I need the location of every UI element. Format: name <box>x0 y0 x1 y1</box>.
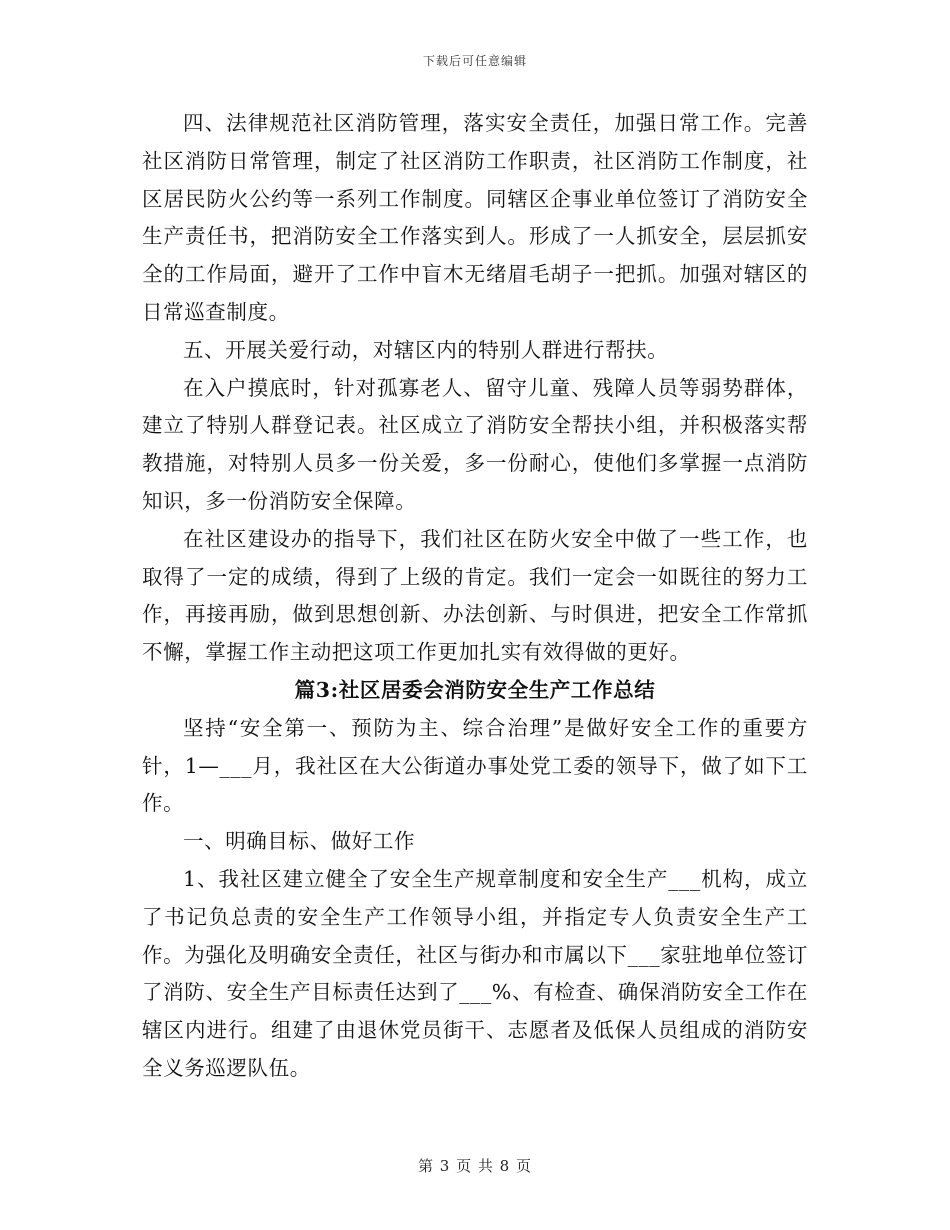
paragraph-fire-management: 四、法律规范社区消防管理，落实安全责任，加强日常工作。完善社区消防日常管理，制定了社区消防工作职责，社区消防工作制度，社区居民防火公约等一系列工作制度。同辖区企事业单位签订了消防安全生产责任书，把消防安全工作落实到人。形成了一人抓安全，层层抓安全的工作局面，避开了工作中盲木无绪眉毛胡子一把抓。加强对辖区的日常巡查制度。 <box>142 111 808 324</box>
document-body <box>142 105 808 1088</box>
section-heading: 篇3:社区居委会消防安全生产工作总结 <box>294 677 656 702</box>
page-header: 下载后可任意编辑 <box>422 54 527 68</box>
paragraph-safety-system: 1、我社区建立健全了安全生产规章制度和安全生产___机构，成立了书记负总责的安全生产工作领导小组，并指定专人负责安全生产工作。为强化及明确安全责任，社区与街办和市属以下___家驻地单位签订了消防、安全生产目标责任达到了___%、有检查、确保消防安全工作在辖区内进行。组建了由退休党员街干、志愿者及低保人员组成的消防安全义务巡逻队伍。 <box>142 866 808 1080</box>
paragraph-care-action-title: 五、开展关爱行动，对辖区内的特别人群进行帮扶。 <box>183 337 669 362</box>
paragraph-goal-title: 一、明确目标、做好工作 <box>183 829 416 854</box>
page-number: 第 3 页 共 8 页 <box>418 1157 532 1175</box>
paragraph-conclusion: 在社区建设办的指导下，我们社区在防火安全中做了一些工作，也取得了一定的成绩，得到了上级的肯定。我们一定会一如既往的努力工作，再接再励，做到思想创新、办法创新、与时俱进，把安全工作常抓不懈，掌握工作主动把这项工作更加扎实有效得做的更好。 <box>142 526 808 665</box>
paragraph-intro: 坚持“安全第一、预防为主、综合治理”是做好安全工作的重要方针，1—___月，我社区在大公街道办事处党工委的领导下，做了如下工作。 <box>142 715 808 816</box>
paragraph-special-groups: 在入户摸底时，针对孤寡老人、留守儿童、残障人员等弱势群体，建立了特别人群登记表。社区成立了消防安全帮扶小组，并积极落实帮教措施，对特别人员多一份关爱，多一份耐心，使他们多掌握一点消防知识，多一份消防安全保障。 <box>142 375 808 513</box>
